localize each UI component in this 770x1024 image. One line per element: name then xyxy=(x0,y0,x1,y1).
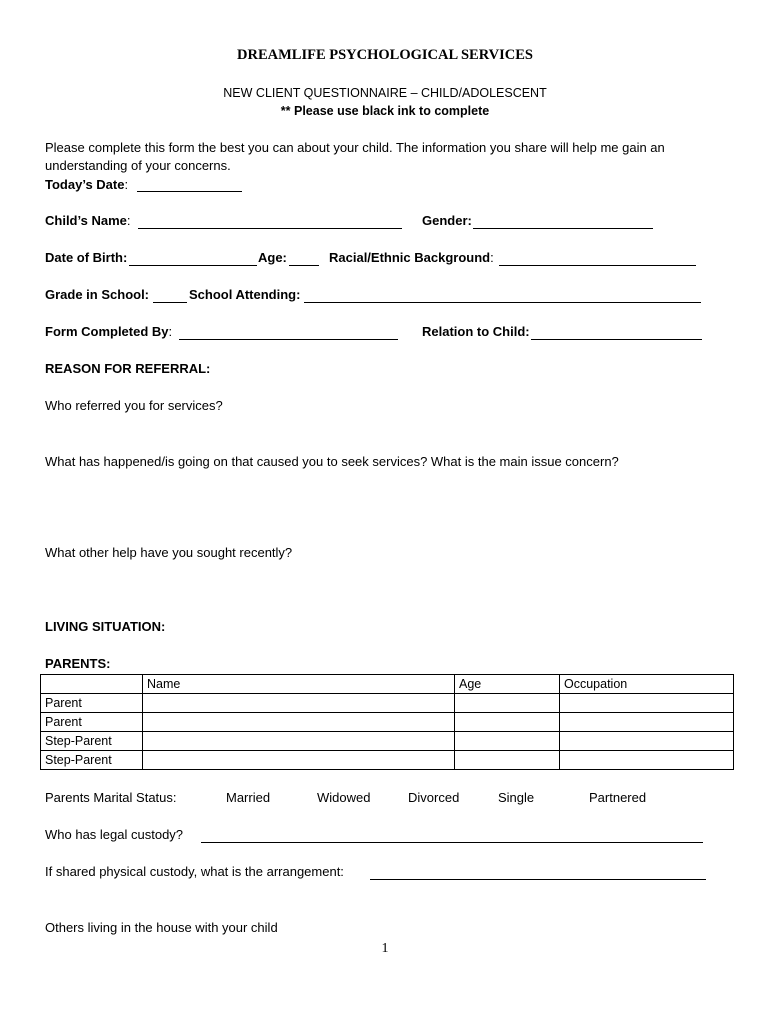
table-row xyxy=(41,713,734,732)
living-heading: LIVING SITUATION: xyxy=(45,619,166,634)
ink-note: ** Please use black ink to complete xyxy=(280,104,490,118)
table-header-cell: Occupation xyxy=(560,675,734,694)
table-row xyxy=(41,751,734,770)
age-label: Age: xyxy=(258,250,287,265)
table-header-row xyxy=(41,675,734,694)
childs-name-field[interactable] xyxy=(138,228,402,229)
table-header-cell: Name xyxy=(143,675,455,694)
childs-name-label: Child’s Name: xyxy=(45,213,131,228)
referral-q1: Who referred you for services? xyxy=(45,398,223,413)
marital-option-widowed[interactable]: Widowed xyxy=(317,790,371,805)
todays-date-field[interactable] xyxy=(137,191,242,192)
row-label: Step-Parent xyxy=(41,732,143,751)
school-label: School Attending: xyxy=(189,287,301,302)
name-cell[interactable] xyxy=(143,732,455,751)
age-cell[interactable] xyxy=(455,694,560,713)
intro-line-1: Please complete this form the best you can about your child. The information you share will help me gain an xyxy=(45,140,665,155)
completed-by-label: Form Completed By: xyxy=(45,324,173,339)
occupation-cell[interactable] xyxy=(560,694,734,713)
relation-label: Relation to Child: xyxy=(422,324,530,339)
referral-q2: What has happened/is going on that caused you to seek services? What is the main issue concern? xyxy=(45,454,619,469)
others-living-label: Others living in the house with your child xyxy=(45,920,278,935)
parents-heading: PARENTS: xyxy=(45,656,111,671)
marital-option-single[interactable]: Single xyxy=(498,790,535,805)
parents-table xyxy=(40,674,734,770)
row-label: Parent xyxy=(41,694,143,713)
occupation-cell[interactable] xyxy=(560,751,734,770)
table-header-cell: Age xyxy=(455,675,560,694)
legal-custody-label: Who has legal custody? xyxy=(45,827,184,842)
school-field[interactable] xyxy=(304,302,701,303)
marital-status-label: Parents Marital Status: xyxy=(45,790,177,805)
legal-custody-field[interactable] xyxy=(201,842,703,843)
table-row xyxy=(41,694,734,713)
relation-field[interactable] xyxy=(531,339,702,340)
occupation-cell[interactable] xyxy=(560,732,734,751)
name-cell[interactable] xyxy=(143,713,455,732)
referral-q3: What other help have you sought recently? xyxy=(45,545,293,560)
name-cell[interactable] xyxy=(143,694,455,713)
age-cell[interactable] xyxy=(455,713,560,732)
todays-date-label: Today’s Date: xyxy=(45,177,129,192)
referral-heading: REASON FOR REFERRAL: xyxy=(45,361,211,376)
racial-field[interactable] xyxy=(499,265,696,266)
age-cell[interactable] xyxy=(455,751,560,770)
grade-label: Grade in School: xyxy=(45,287,150,302)
marital-option-partnered[interactable]: Partnered xyxy=(589,790,647,805)
shared-custody-field[interactable] xyxy=(370,879,706,880)
page-number: 1 xyxy=(381,941,389,956)
name-cell[interactable] xyxy=(143,751,455,770)
completed-by-field[interactable] xyxy=(179,339,398,340)
occupation-cell[interactable] xyxy=(560,713,734,732)
marital-option-divorced[interactable]: Divorced xyxy=(408,790,460,805)
racial-label: Racial/Ethnic Background: xyxy=(329,250,494,265)
age-cell[interactable] xyxy=(455,732,560,751)
table-header-cell xyxy=(41,675,143,694)
intro-line-2: understanding of your concerns. xyxy=(45,158,231,173)
form-title: NEW CLIENT QUESTIONNAIRE – CHILD/ADOLESCENT xyxy=(223,86,547,100)
row-label: Parent xyxy=(41,713,143,732)
grade-field[interactable] xyxy=(153,302,187,303)
marital-option-married[interactable]: Married xyxy=(226,790,271,805)
shared-custody-label: If shared physical custody, what is the arrangement: xyxy=(45,864,344,879)
organization-title: DREAMLIFE PSYCHOLOGICAL SERVICES xyxy=(237,47,533,63)
gender-label: Gender: xyxy=(422,213,472,228)
dob-label: Date of Birth: xyxy=(45,250,128,265)
row-label: Step-Parent xyxy=(41,751,143,770)
gender-field[interactable] xyxy=(473,228,653,229)
dob-field[interactable] xyxy=(129,265,257,266)
table-row xyxy=(41,732,734,751)
age-field[interactable] xyxy=(289,265,319,266)
